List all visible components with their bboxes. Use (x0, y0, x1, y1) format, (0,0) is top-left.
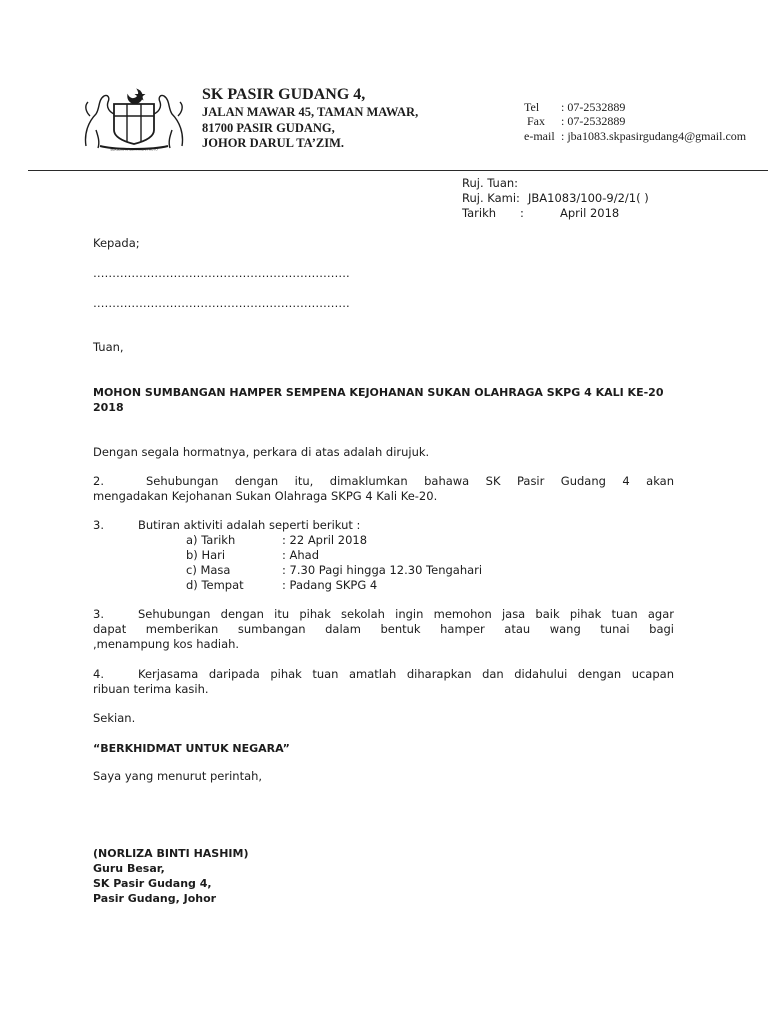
contact-block (524, 100, 764, 148)
signatory-place: Pasir Gudang, Johor (93, 892, 217, 905)
signatory-school: SK Pasir Gudang 4, (93, 877, 212, 890)
coat-of-arms-logo (80, 86, 188, 152)
signatory-title: Guru Besar, (93, 862, 165, 875)
school-name: SK PASIR GUDANG 4, (202, 86, 366, 103)
detail-label: d) Tempat (186, 578, 244, 592)
para-4-line-3: ,menampung kos hadiah. (93, 637, 240, 651)
detail-value: : Padang SKPG 4 (282, 578, 378, 592)
ruj-kami-value: JBA1083/100-9/2/1( ) (528, 191, 649, 205)
detail-label: c) Masa (186, 563, 231, 577)
detail-value: : 7.30 Pagi hingga 12.30 Tengahari (282, 563, 483, 577)
address-line-1: JALAN MAWAR 45, TAMAN MAWAR, (202, 105, 419, 119)
address-line-2: 81700 PASIR GUDANG, (202, 121, 335, 135)
sekian-text: Sekian. (93, 711, 136, 725)
closing-text: Saya yang menurut perintah, (93, 769, 263, 783)
tarikh-colon: : (520, 206, 524, 220)
reference-block (462, 176, 682, 224)
para-2-line-1: Sehubungan dengan itu, dimaklumkan bahawa SK Pasir Gudang 4 akan (146, 474, 674, 488)
para-5-line-1: Kerjasama daripada pihak tuan amatlah diharapkan dan didahului dengan ucapan (138, 667, 674, 681)
email-value: : jba1083.skpasirgudang4@gmail.com (561, 129, 747, 143)
intro-paragraph: Dengan segala hormatnya, perkara di atas adalah dirujuk. (93, 445, 430, 459)
para-5-line-2: ribuan terima kasih. (93, 682, 209, 696)
fax-value: : 07-2532889 (561, 114, 626, 128)
para-5-number: 4. (93, 667, 104, 681)
recipient-line-2: …………………………………………………………. (93, 296, 350, 310)
header-divider (28, 170, 768, 171)
salutation: Tuan, (93, 340, 124, 354)
detail-label: b) Hari (186, 548, 226, 562)
address-line-3: JOHOR DARUL TA’ZIM. (202, 136, 345, 150)
para-4-line-2: dapat memberikan sumbangan dalam bentuk hamper atau wang tunai bagi (93, 622, 674, 636)
para-3-number: 3. (93, 518, 104, 532)
detail-value: : 22 April 2018 (282, 533, 368, 547)
tarikh-label: Tarikh (462, 206, 497, 220)
svg-text:BERSEKUTU BERTAMBAH MUTU: BERSEKUTU BERTAMBAH MUTU (110, 147, 158, 152)
tarikh-value: April 2018 (560, 206, 620, 220)
para-2-number: 2. (93, 474, 104, 488)
para-2-line-2: mengadakan Kejohanan Sukan Olahraga SKPG 4 Kali Ke-20. (93, 489, 438, 503)
para-4-number: 3. (93, 607, 104, 621)
detail-label: a) Tarikh (186, 533, 236, 547)
subject-line-2: 2018 (93, 401, 124, 414)
tel-label: Tel (524, 100, 540, 114)
detail-value: : Ahad (282, 548, 320, 562)
para-4-line-1: Sehubungan dengan itu pihak sekolah ingin memohon jasa baik pihak tuan agar (138, 607, 674, 621)
tel-value: : 07-2532889 (561, 100, 626, 114)
recipient-line-1: …………………………………………………………. (93, 266, 350, 280)
para-3-text: Butiran aktiviti adalah seperti berikut : (138, 518, 361, 532)
email-label: e-mail (524, 129, 555, 143)
fax-label: Fax (527, 114, 545, 128)
ruj-kami-label: Ruj. Kami: (462, 191, 520, 205)
kepada-label: Kepada; (93, 236, 140, 250)
ruj-tuan-label: Ruj. Tuan: (462, 176, 519, 190)
signatory-name: (NORLIZA BINTI HASHIM) (93, 847, 249, 860)
subject-line-1: MOHON SUMBANGAN HAMPER SEMPENA KEJOHANAN SUKAN OLAHRAGA SKPG 4 KALI KE-20 (93, 386, 664, 399)
motto-text: “BERKHIDMAT UNTUK NEGARA” (93, 742, 290, 755)
